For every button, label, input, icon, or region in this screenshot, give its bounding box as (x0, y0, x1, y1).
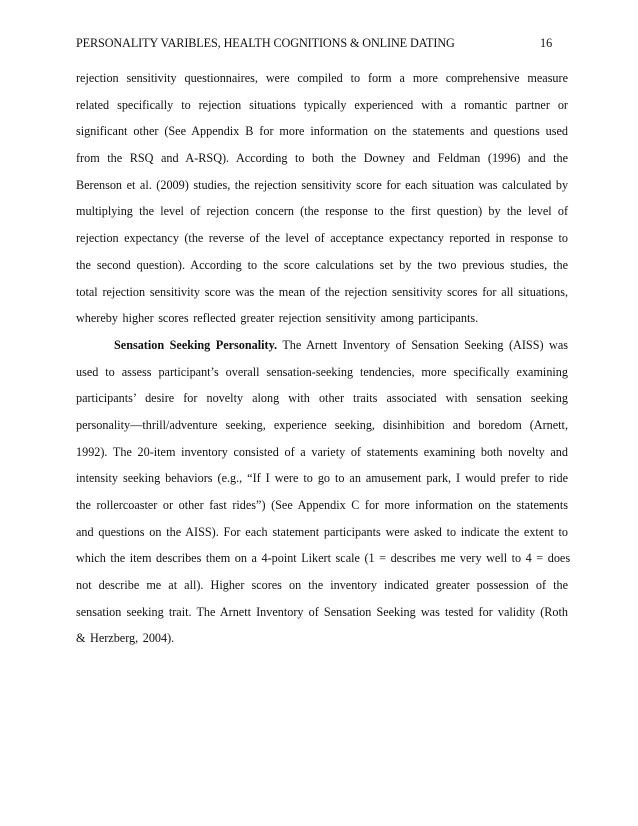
text-line: the second question). According to the score calculations set by the two previous studies, the (76, 257, 568, 272)
text-line: significant other (See Appendix B for more information on the statements and questions used (76, 124, 568, 139)
text-line: & Herzberg, 2004). (76, 631, 175, 646)
text-line: rejection expectancy (the reverse of the level of acceptance expectancy reported in response to (76, 231, 568, 246)
text-line: used to assess participant’s overall sensation-seeking tendencies, more specifically examining (76, 364, 568, 379)
text-line: whereby higher scores reflected greater rejection sensitivity among participants. (76, 311, 479, 326)
text-line: Berenson et al. (2009) studies, the rejection sensitivity score for each situation was calculated by (76, 177, 569, 192)
text-line: participants’ desire for novelty along with other traits associated with sensation seeking (76, 391, 568, 406)
text-line: sensation seeking trait. The Arnett Inventory of Sensation Seeking was tested for validity (Roth (76, 604, 568, 619)
text-line: multiplying the level of rejection concern (the response to the first question) by the level of (76, 204, 568, 219)
text-line: from the RSQ and A-RSQ). According to both the Downey and Feldman (1996) and the (76, 151, 568, 166)
text-line: rejection sensitivity questionnaires, were compiled to form a more comprehensive measure (76, 71, 568, 85)
text-line: intensity seeking behaviors (e.g., “If I were to go to an amusement park, I would prefer to ride (76, 471, 568, 486)
text-line: 1992). The 20-item inventory consisted of a variety of statements examining both novelty and (76, 444, 568, 459)
paragraph-rejection-sensitivity (76, 70, 568, 337)
text-line: not describe me at all). Higher scores on the inventory indicated greater possession of the (76, 578, 568, 593)
running-head: PERSONALITY VARIBLES, HEALTH COGNITIONS & ONLINE DATING (76, 36, 455, 50)
paragraph-sensation-seeking (76, 337, 571, 657)
text-line: the rollercoaster or other fast rides”) (See Appendix C for more information on the statements (76, 498, 568, 512)
text-line: personality—thrill/adventure seeking, experience seeking, disinhibition and boredom (Arnett, (76, 417, 568, 432)
text-line: total rejection sensitivity score was the mean of the rejection sensitivity scores for all situations, (76, 284, 568, 299)
heading-line-text: The Arnett Inventory of Sensation Seeking (AISS) was (277, 337, 568, 352)
page-number: 16 (540, 36, 553, 50)
text-line: which the item describes them on a 4-point Likert scale (1 = describes me very well to 4 = does (76, 551, 571, 566)
text-line (76, 337, 568, 364)
body-text (76, 70, 571, 657)
section-heading: Sensation Seeking Personality. (114, 337, 278, 352)
text-line: related specifically to rejection situations typically experienced with a romantic partner or (76, 97, 568, 112)
text-line: and questions on the AISS). For each statement participants were asked to indicate the extent to (76, 524, 568, 539)
